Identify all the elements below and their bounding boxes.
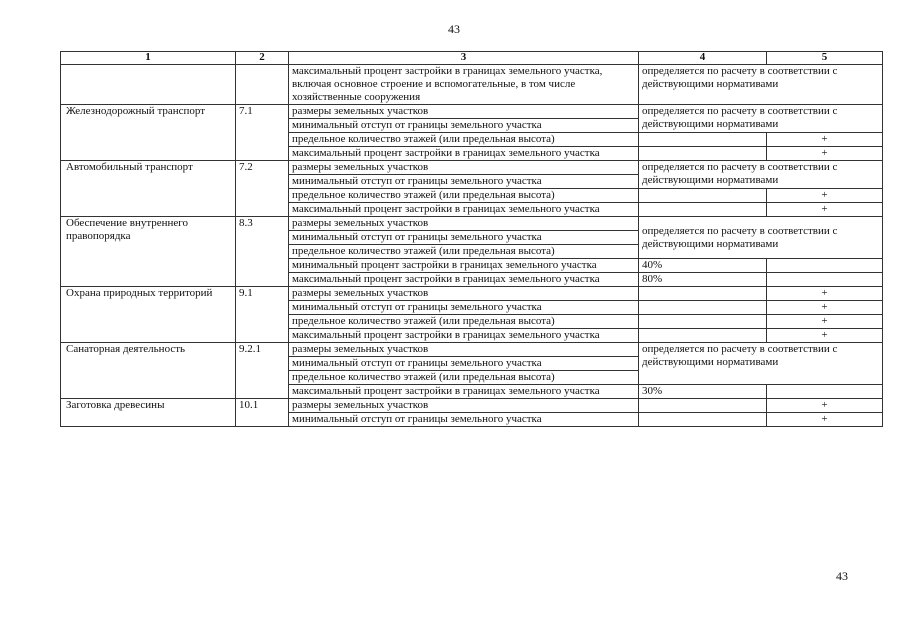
mark-cell: + <box>767 315 883 329</box>
mark-cell: + <box>767 329 883 343</box>
zone-code-cell: 9.1 <box>236 287 289 343</box>
mark-cell: + <box>767 399 883 413</box>
header-col-1: 1 <box>61 52 236 65</box>
zone-name-cell: Железнодорожный транспорт <box>61 105 236 161</box>
value-cell: 40% <box>639 259 767 273</box>
value-cell <box>639 189 767 203</box>
zone-name-cell: Заготовка древесины <box>61 399 236 427</box>
parameter-cell: размеры земельных участков <box>289 399 639 413</box>
value-cell: определяется по расчету в соответствии с действующими нормативами <box>639 65 883 105</box>
value-cell <box>639 399 767 413</box>
zone-code-cell: 10.1 <box>236 399 289 427</box>
page-number-bottom: 43 <box>836 569 848 583</box>
table-row <box>61 399 883 413</box>
parameter-cell: размеры земельных участков <box>289 287 639 301</box>
parameter-cell: минимальный отступ от границы земельного участка <box>289 231 639 245</box>
zone-code-cell: 7.2 <box>236 161 289 217</box>
zone-code-cell: 8.3 <box>236 217 289 287</box>
zone-code-cell <box>236 65 289 105</box>
parameter-cell: минимальный процент застройки в границах земельного участка <box>289 259 639 273</box>
table-header-row <box>61 52 883 65</box>
value-cell: определяется по расчету в соответствии с действующими нормативами <box>639 343 883 385</box>
value-cell <box>639 133 767 147</box>
mark-cell: + <box>767 203 883 217</box>
parameter-cell: минимальный отступ от границы земельного участка <box>289 413 639 427</box>
parameter-cell: размеры земельных участков <box>289 161 639 175</box>
mark-cell <box>767 273 883 287</box>
table-row <box>61 217 883 231</box>
parameter-cell: предельное количество этажей (или предельная высота) <box>289 133 639 147</box>
mark-cell: + <box>767 189 883 203</box>
value-cell: определяется по расчету в соответствии с действующими нормативами <box>639 105 883 133</box>
mark-cell: + <box>767 287 883 301</box>
parameter-cell: максимальный процент застройки в границах земельного участка <box>289 147 639 161</box>
parameter-cell: минимальный отступ от границы земельного участка <box>289 357 639 371</box>
parameter-cell: максимальный процент застройки в границах земельного участка <box>289 329 639 343</box>
value-cell <box>639 287 767 301</box>
mark-cell: + <box>767 413 883 427</box>
parameter-cell: максимальный процент застройки в границах земельного участка <box>289 385 639 399</box>
parameter-cell: предельное количество этажей (или предельная высота) <box>289 189 639 203</box>
zone-code-cell: 9.2.1 <box>236 343 289 399</box>
parameter-cell: предельное количество этажей (или предельная высота) <box>289 315 639 329</box>
table-row <box>61 343 883 357</box>
parameter-cell: размеры земельных участков <box>289 217 639 231</box>
header-col-4: 4 <box>639 52 767 65</box>
zone-name-cell: Охрана природных территорий <box>61 287 236 343</box>
page-number-top: 43 <box>448 22 460 36</box>
table-row <box>61 287 883 301</box>
parameter-cell: максимальный процент застройки в границах земельного участка, включая основное строение и вспомогательные, в том числе хозяйственные сооружения <box>289 65 639 105</box>
parameter-cell: максимальный процент застройки в границах земельного участка <box>289 203 639 217</box>
parameter-cell: минимальный отступ от границы земельного участка <box>289 175 639 189</box>
header-col-3: 3 <box>289 52 639 65</box>
mark-cell <box>767 259 883 273</box>
value-cell <box>639 329 767 343</box>
zone-name-cell: Санаторная деятельность <box>61 343 236 399</box>
mark-cell: + <box>767 133 883 147</box>
value-cell: определяется по расчету в соответствии с действующими нормативами <box>639 161 883 189</box>
value-cell <box>639 147 767 161</box>
value-cell <box>639 315 767 329</box>
value-cell: 30% <box>639 385 767 399</box>
table-row <box>61 105 883 119</box>
value-cell <box>639 413 767 427</box>
zone-code-cell: 7.1 <box>236 105 289 161</box>
table-row <box>61 161 883 175</box>
value-cell <box>639 203 767 217</box>
mark-cell: + <box>767 147 883 161</box>
header-col-5: 5 <box>767 52 883 65</box>
parameter-cell: предельное количество этажей (или предельная высота) <box>289 245 639 259</box>
zone-name-cell: Автомобильный транспорт <box>61 161 236 217</box>
header-col-2: 2 <box>236 52 289 65</box>
value-cell: 80% <box>639 273 767 287</box>
table-row <box>61 65 883 105</box>
parameter-cell: размеры земельных участков <box>289 105 639 119</box>
parameter-cell: максимальный процент застройки в границах земельного участка <box>289 273 639 287</box>
parameter-cell: минимальный отступ от границы земельного участка <box>289 301 639 315</box>
zone-name-cell <box>61 65 236 105</box>
land-use-regulations-table <box>60 51 883 427</box>
mark-cell <box>767 385 883 399</box>
parameter-cell: предельное количество этажей (или предельная высота) <box>289 371 639 385</box>
zone-name-cell: Обеспечение внутреннего правопорядка <box>61 217 236 287</box>
parameter-cell: размеры земельных участков <box>289 343 639 357</box>
value-cell: определяется по расчету в соответствии с действующими нормативами <box>639 217 883 259</box>
parameter-cell: минимальный отступ от границы земельного участка <box>289 119 639 133</box>
value-cell <box>639 301 767 315</box>
mark-cell: + <box>767 301 883 315</box>
